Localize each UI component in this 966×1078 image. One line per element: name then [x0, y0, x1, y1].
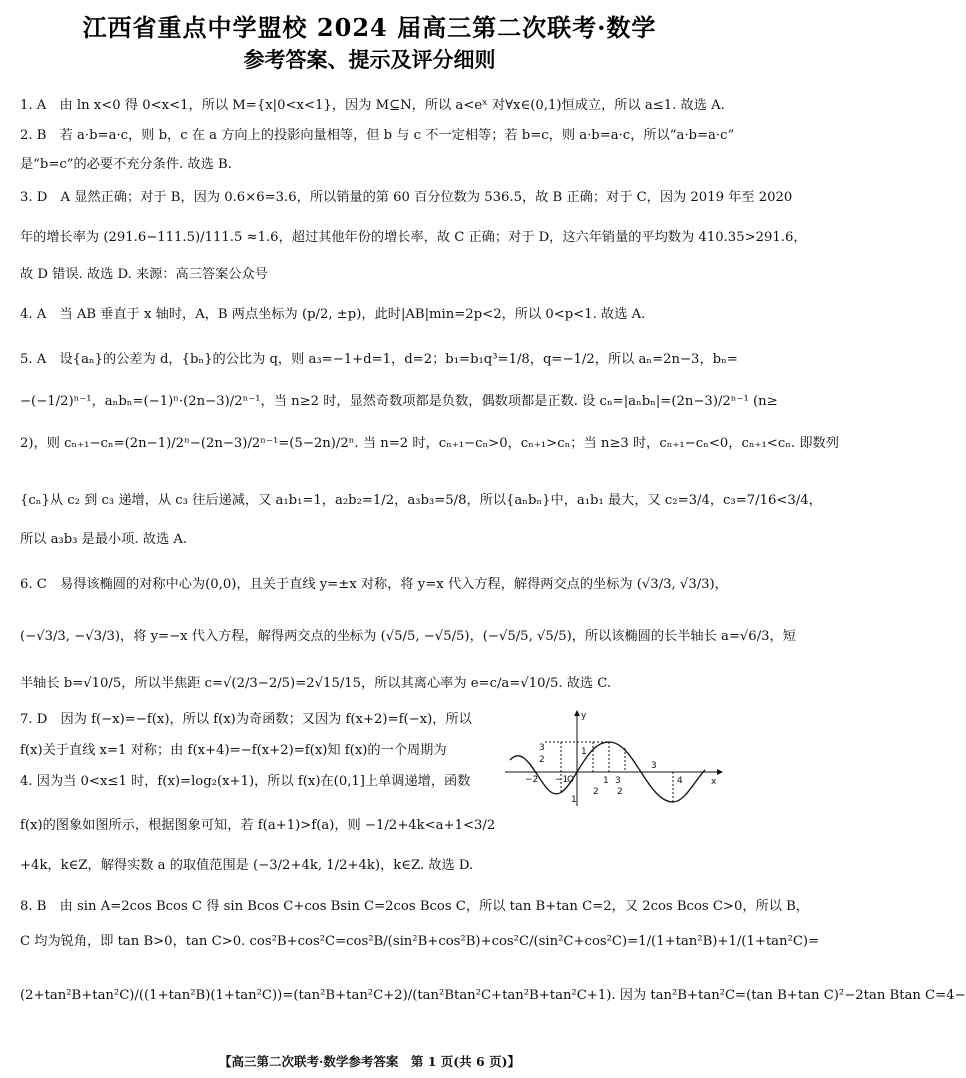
page-subtitle: 参考答案、提示及评分细则 — [243, 47, 496, 72]
graph-label: −1 — [555, 775, 569, 785]
axis-label-x: x — [711, 777, 717, 787]
answer-line: f(x)关于直线 x=1 对称；由 f(x+4)=−f(x+2)=f(x)知 f(x)的一个周期为 — [20, 743, 447, 758]
answer-line: 1. A 由 ln x<0 得 0<x<1，所以 M={x|0<x<1}，因为 M⊆N，所以 a<eˣ 对∀x∈(0,1)恒成立，所以 a≤1. 故选 A. — [20, 98, 725, 113]
answer-line: 6. C 易得该椭圆的对称中心为(0,0)，且关于直线 y=±x 对称，将 y=x 代入方程，解得两交点的坐标为 (√3/3, √3/3)， — [20, 577, 728, 592]
graph-label: 1 — [603, 776, 609, 786]
answer-line: −(−1/2)ⁿ⁻¹，aₙbₙ=(−1)ⁿ·(2n−3)/2ⁿ⁻¹，当 n≥2 时，显然奇数项都是负数，偶数项都是正数. 设 cₙ=|aₙbₙ|=(2n−3)/2ⁿ⁻¹ (n≥ — [20, 394, 778, 409]
answer-line: +4k，k∈Z，解得实数 a 的取值范围是 (−3/2+4k, 1/2+4k)，k∈Z. 故选 D. — [20, 858, 474, 873]
answer-line: 2. B 若 a·b=a·c，则 b，c 在 a 方向上的投影向量相等，但 b 与 c 不一定相等；若 b=c，则 a·b=a·c，所以“a·b=a·c” — [20, 128, 735, 143]
function-graph — [505, 708, 723, 808]
x-axis-arrow — [717, 769, 723, 775]
answer-line: 年的增长率为 (291.6−111.5)/111.5 ≈1.6，超过其他年份的增长率，故 C 正确；对于 D，这六年销量的平均数为 410.35>291.6， — [20, 230, 807, 245]
answer-line: (−√3/3, −√3/3)，将 y=−x 代入方程，解得两交点的坐标为 (√5/5, −√5/5)，(−√5/5, √5/5)，所以该椭圆的长半轴长 a=√6/3，短 — [20, 629, 796, 644]
graph-label: 4 — [677, 776, 683, 786]
answer-line: 7. D 因为 f(−x)=−f(x)，所以 f(x)为奇函数；又因为 f(x+2)=f(−x)，所以 — [20, 712, 472, 727]
graph-label: 3 — [539, 743, 545, 753]
answer-line: 是“b=c”的必要不充分条件. 故选 B. — [20, 157, 232, 172]
answer-line: 所以 a₃b₃ 是最小项. 故选 A. — [20, 532, 188, 547]
graph-label: 3 — [651, 761, 657, 771]
answer-line: {cₙ}从 c₂ 到 c₃ 递增，从 c₃ 往后递减，又 a₁b₁=1，a₂b₂=1/2，a₃b₃=5/8，所以{aₙbₙ}中，a₁b₁ 最大，又 c₂=3/4，c₃=7/16<3/4， — [20, 493, 822, 508]
graph-label: 2 — [539, 755, 545, 765]
page-title: 江西省重点中学盟校 2024 届高三第二次联考·数学 — [82, 13, 657, 42]
graph-label: 2 — [593, 787, 599, 797]
answer-line: 3. D A 显然正确；对于 B，因为 0.6×6=3.6，所以销量的第 60 百分位数为 536.5，故 B 正确；对于 C，因为 2019 年至 2020 — [20, 190, 793, 205]
answer-line: (2+tan²B+tan²C)/((1+tan²B)(1+tan²C))=(tan²B+tan²C+2)/(tan²Btan²C+tan²B+tan²C+1). 因为 tan²B+tan²C=(tan B+tan C)²−2tan Btan C=4− — [20, 988, 966, 1003]
answer-line: 4. A 当 AB 垂直于 x 轴时，A，B 两点坐标为 (p/2, ±p)，此时|AB|min=2p<2，所以 0<p<1. 故选 A. — [20, 307, 646, 322]
answer-line: f(x)的图象如图所示，根据图象可知，若 f(a+1)>f(a)，则 −1/2+4k<a+1<3/2 — [20, 818, 496, 833]
graph-label: O — [567, 775, 575, 785]
graph-label: −2 — [525, 775, 539, 785]
graph-label: 2 — [617, 787, 623, 797]
graph-label: 3 — [615, 776, 621, 786]
page-footer: 【高三第二次联考·数学参考答案 第 1 页(共 6 页)】 — [219, 1054, 520, 1069]
answer-line: 8. B 由 sin A=2cos Bcos C 得 sin Bcos C+cos Bsin C=2cos Bcos C，所以 tan B+tan C=2，又 2cos Bcos C>0，所以 B， — [20, 899, 810, 914]
answer-line: 2)，则 cₙ₊₁−cₙ=(2n−1)/2ⁿ−(2n−3)/2ⁿ⁻¹=(5−2n)/2ⁿ. 当 n=2 时，cₙ₊₁−cₙ>0，cₙ₊₁>cₙ；当 n≥3 时，cₙ₊₁−cₙ<0，cₙ₊₁<cₙ. 即数列 — [20, 436, 839, 451]
answer-line: C 均为锐角，即 tan B>0，tan C>0. cos²B+cos²C=cos²B/(sin²B+cos²B)+cos²C/(sin²C+cos²C)=1/(1+tan²B)+1/(1+tan²C)= — [20, 934, 820, 949]
graph-label: 1 — [581, 747, 587, 757]
answer-line: 故 D 错误. 故选 D. 来源：高三答案公众号 — [20, 267, 268, 282]
y-axis-arrow — [574, 710, 580, 716]
answer-line: 5. A 设{aₙ}的公差为 d，{bₙ}的公比为 q，则 a₃=−1+d=1，d=2；b₁=b₁q³=1/8，q=−1/2，所以 aₙ=2n−3，bₙ= — [20, 352, 738, 367]
function-graph-figure — [505, 708, 723, 808]
graph-label: 1 — [571, 795, 577, 805]
answer-line: 4. 因为当 0<x≤1 时，f(x)=log₂(x+1)，所以 f(x)在(0,1]上单调递增，函数 — [20, 774, 471, 789]
answer-line: 半轴长 b=√10/5，所以半焦距 c=√(2/3−2/5)=2√15/15，所以其离心率为 e=c/a=√10/5. 故选 C. — [20, 676, 612, 691]
axis-label-y: y — [581, 711, 587, 721]
